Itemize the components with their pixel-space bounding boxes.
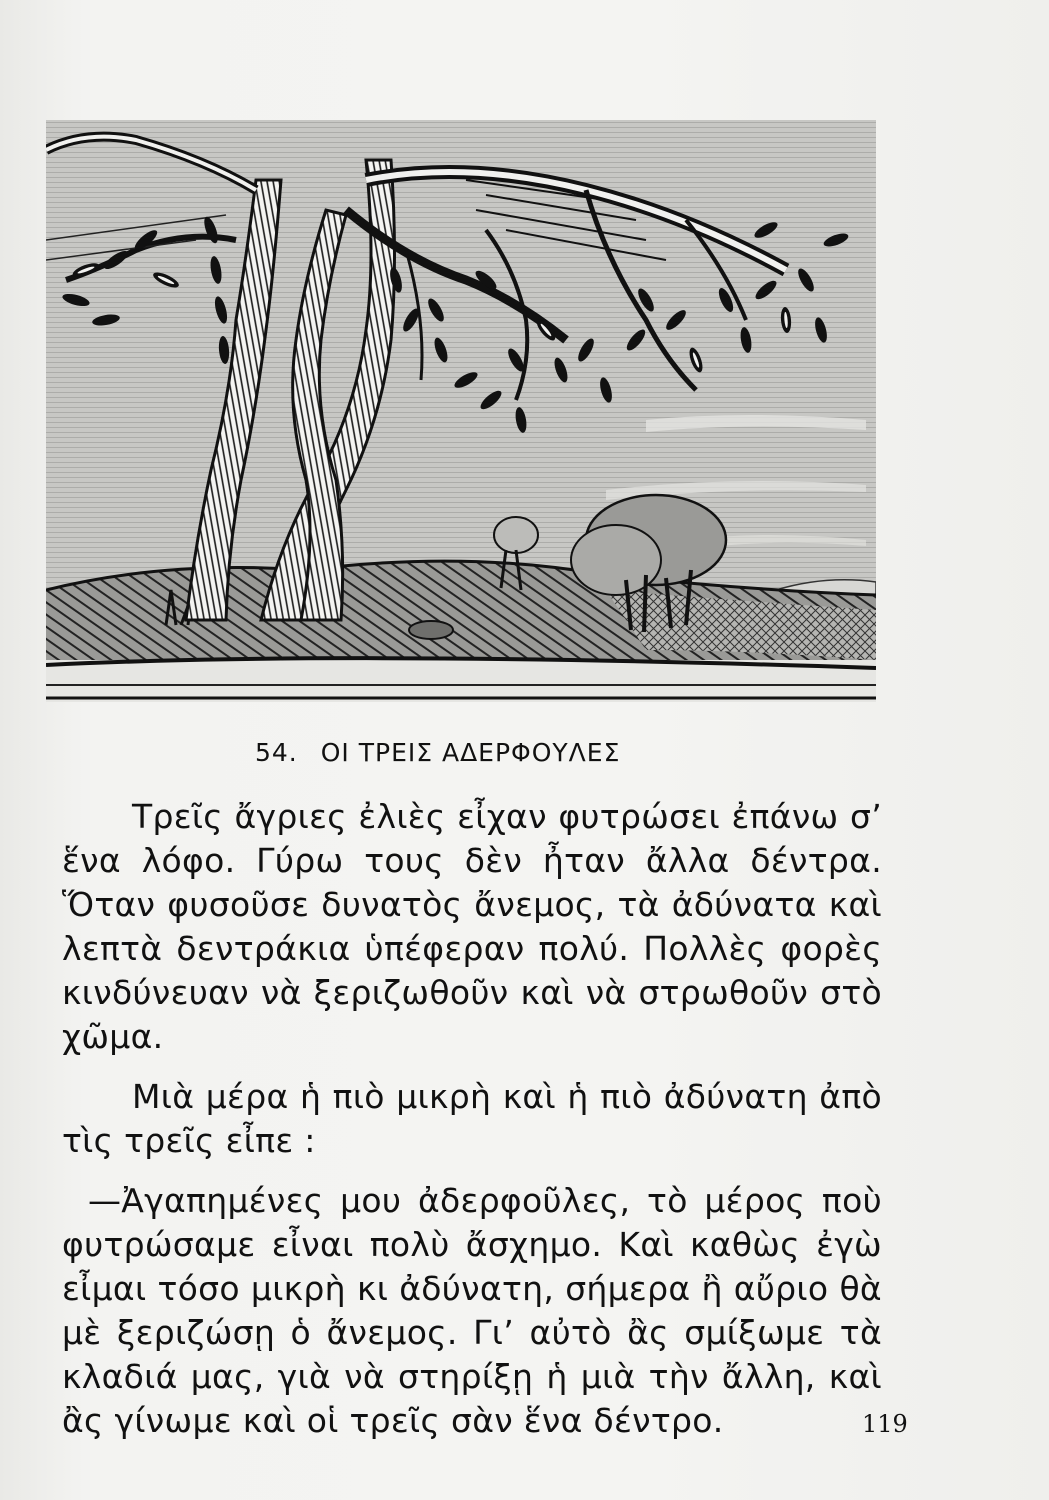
dialogue-paragraph: —Ἀγαπημένες μου ἀδερφοῦλες, τὸ μέρος ποὺ φυτρώσαμε εἶναι πολὺ ἄσχημο. Καὶ καθὼς ἐγὼ εἶμαι τόσο μικρὴ κι ἀδύνατη, σήμερα ἢ αὔριο θὰ μὲ ξεριζώσῃ ὁ ἄνεμος. Γι’ αὐτὸ ἂς σμίξωμε τὰ κλαδιά μας, γιὰ νὰ στηρίξῃ ἡ μιὰ τὴν ἄλλη, καὶ ἂς γίνωμε καὶ οἱ τρεῖς σὰν ἕνα δέντρο. — [62, 1181, 882, 1440]
page-number: 119 — [862, 1410, 908, 1438]
paragraph: Τρεῖς ἄγριες ἐλιὲς εἶχαν φυτρώσει ἐπάνω σ’ ἕνα λόφο. Γύρω τους δὲν ἦταν ἄλλα δέντρα. Ὅταν φυσοῦσε δυνατὸς ἄνεμος, τὰ ἀδύνατα καὶ λεπτὰ δεντράκια ὑπέφεραν πολύ. Πολλὲς φορὲς κινδύνευαν νὰ ξεριζωθοῦν καὶ νὰ στρωθοῦν στὸ χῶμα. — [62, 797, 882, 1056]
olive-trees-illustration — [46, 120, 876, 702]
chapter-number: 54. — [255, 738, 298, 767]
chapter-heading — [255, 738, 620, 767]
chapter-title: ΟΙ ΤΡΕΙΣ ΑΔΕΡΦΟΥΛΕΣ — [320, 738, 621, 767]
story-text — [62, 795, 882, 1459]
paragraph: Μιὰ μέρα ἡ πιὸ μικρὴ καὶ ἡ πιὸ ἀδύνατη ἀπὸ τὶς τρεῖς εἶπε : — [62, 1077, 882, 1160]
